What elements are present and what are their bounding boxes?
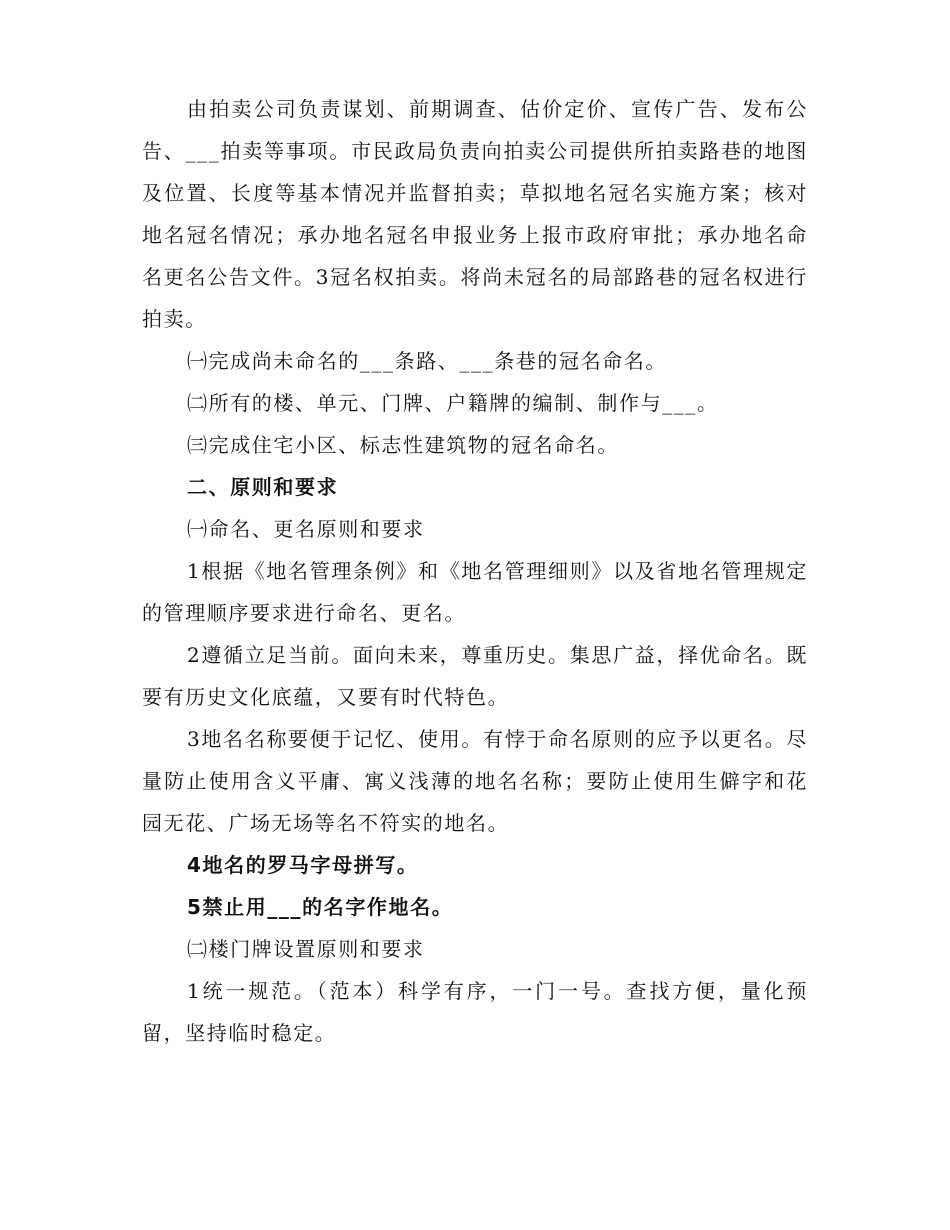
paragraph-rule-4: 4地名的罗马字母拼写。 [187,853,419,877]
subsection-heading-door-plates: ㈡楼门牌设置原则和要求 [187,937,425,961]
paragraph-rule-3: 3地名名称要便于记忆、使用。有悖于命名原则的应予以更名。尽量防止使用含义平庸、寓义浅薄的地名名称；要防止使用生僻字和花园无花、广场无场等名不符实的地名。 [142,727,808,835]
paragraph-rule-1: 1根据《地名管理条例》和《地名管理细则》以及省地名管理规定的管理顺序要求进行命名、更名。 [142,559,808,625]
paragraph-auction-arrangements: 由拍卖公司负责谋划、前期调查、估价定价、宣传广告、发布公告、___拍卖等事项。市民政局负责向拍卖公司提供所拍卖路巷的地图及位置、长度等基本情况并监督拍卖；草拟地名冠名实施方案；核对地名冠名情况；承办地名冠名申报业务上报市政府审批；承办地名命名更名公告文件。3冠名权拍卖。将尚未冠名的局部路巷的冠名权进行拍卖。 [142,97,808,331]
paragraph-goal-residential: ㈢完成住宅小区、标志性建筑物的冠名命名。 [187,433,619,457]
subsection-heading-naming: ㈠命名、更名原则和要求 [187,517,425,541]
paragraph-door-plate-rule-1: 1统一规范。（范本）科学有序，一门一号。查找方便，量化预留，坚持临时稳定。 [142,979,808,1045]
paragraph-rule-2: 2遵循立足当前。面向未来，尊重历史。集思广益，择优命名。既要有历史文化底蕴，又要有时代特色。 [142,643,808,709]
paragraph-goal-roads: ㈠完成尚未命名的___条路、___条巷的冠名命名。 [187,349,667,373]
document-body [142,88,808,1054]
section-heading-principles: 二、原则和要求 [187,475,339,499]
paragraph-rule-5: 5禁止用___的名字作地名。 [187,895,454,919]
paragraph-goal-door-plates: ㈡所有的楼、单元、门牌、户籍牌的编制、制作与___。 [187,391,719,415]
